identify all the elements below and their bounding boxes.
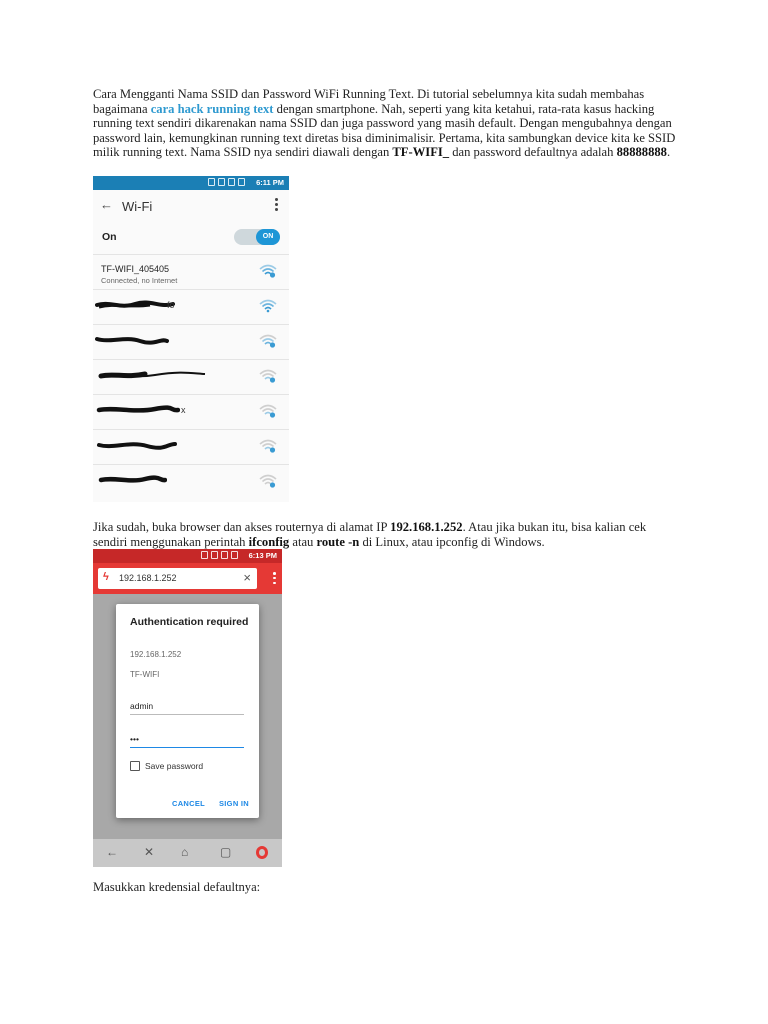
command-route: route -n	[316, 534, 360, 549]
status-bar	[93, 176, 289, 190]
credentials-paragraph: Masukkan kredensial defaultnya:	[93, 880, 261, 894]
wifi-toggle[interactable]	[234, 229, 280, 245]
password-input[interactable]	[130, 730, 244, 748]
redacted-scribble	[95, 405, 180, 415]
battery-icon	[238, 178, 245, 186]
address-bar	[93, 563, 282, 594]
wifi-locked-icon	[259, 334, 277, 348]
network-item[interactable]	[93, 464, 289, 499]
router-text-a: Jika sudah, buka browser dan akses routernya di alamat IP	[93, 520, 391, 534]
router-access-paragraph	[93, 520, 678, 549]
wifi-locked-icon	[259, 369, 277, 383]
close-tab-icon[interactable]: ✕	[144, 845, 155, 859]
network-name: TF-WIFI_405405	[101, 264, 170, 274]
intro-paragraph	[93, 87, 678, 160]
network-item[interactable]	[93, 289, 289, 324]
router-ip: 192.168.1.252	[390, 520, 463, 534]
command-ifconfig: ifconfig	[248, 534, 290, 549]
speed-dial-icon: ϟ	[103, 571, 109, 583]
dialog-host: 192.168.1.252	[130, 650, 182, 659]
save-password-checkbox[interactable]	[130, 761, 140, 771]
sign-in-button[interactable]: SIGN IN	[219, 799, 250, 808]
network-item[interactable]	[93, 394, 289, 429]
wifi-open-icon	[259, 299, 277, 313]
network-item[interactable]	[93, 359, 289, 394]
redacted-scribble	[95, 300, 175, 310]
more-options-icon[interactable]	[275, 198, 278, 211]
vibrate-icon	[201, 551, 208, 559]
dialog-title: Authentication required	[130, 616, 249, 628]
tabs-icon[interactable]: ▢	[220, 845, 232, 859]
router-text-d: di Linux, atau ipconfig di Windows.	[359, 534, 545, 549]
close-icon[interactable]: ×	[243, 570, 251, 585]
browser-screenshot	[93, 549, 282, 867]
intro-text-a: Cara Mengganti Nama SSID dan Password WiFi Running Text. Di tutorial sebelumnya kita sudah membahas bagaimana	[93, 87, 645, 116]
wifi-status-icon	[211, 551, 218, 559]
network-item[interactable]	[93, 429, 289, 464]
wifi-toggle-row[interactable]	[93, 224, 289, 252]
status-bar	[93, 549, 282, 563]
auth-dialog	[116, 604, 259, 818]
dialog-realm: TF-WIFI	[130, 670, 160, 679]
wifi-locked-icon	[259, 474, 277, 488]
ssid-prefix: TF-WIFI_	[392, 145, 450, 160]
network-item[interactable]	[93, 324, 289, 359]
wifi-screenshot	[93, 176, 289, 502]
redacted-scribble	[95, 370, 207, 380]
status-time: 6:11 PM	[256, 178, 284, 187]
status-icons	[201, 551, 238, 559]
wifi-locked-icon	[259, 439, 277, 453]
username-input[interactable]	[130, 697, 244, 715]
cancel-button[interactable]: CANCEL	[172, 799, 206, 808]
signal-icon	[221, 551, 228, 559]
wifi-toggle-label: On	[102, 231, 117, 243]
hack-running-text-link[interactable]: cara hack running text	[150, 101, 274, 116]
status-icons	[208, 178, 245, 186]
back-arrow-icon[interactable]: ←	[100, 197, 113, 212]
toggle-knob: ON	[256, 229, 280, 245]
redacted-tail: x	[181, 405, 186, 415]
redacted-scribble	[95, 440, 177, 450]
save-password-label: Save password	[145, 761, 204, 771]
home-icon[interactable]: ⌂	[181, 845, 189, 859]
router-text-b: . Atau jika bukan itu, bisa kalian cek sendiri menggunakan perintah	[93, 520, 647, 549]
wifi-title: Wi-Fi	[122, 199, 153, 214]
network-item-connected[interactable]	[93, 254, 289, 289]
redacted-scribble	[95, 475, 167, 485]
back-icon[interactable]: ←	[106, 845, 118, 859]
intro-text-b: dengan smartphone. Nah, seperti yang kita ketahui, rata-rata kasus hacking running text sendiri dikarenakan nama SSID dan juga password yang masih default. Dengan mengubahnya dengan password lain, kemungkinan running text diretas bisa diminimalisir. Pertama, kita sambungkan device kita ke SSID milik running text. Nama SSID nya sendiri diawali dengan	[93, 101, 676, 160]
battery-icon	[231, 551, 238, 559]
network-status: Connected, no Internet	[101, 276, 178, 285]
intro-text-c: dan password defaultnya adalah	[449, 145, 617, 160]
wifi-locked-icon	[259, 404, 277, 418]
browser-nav-bar	[93, 839, 282, 867]
redacted-scribble	[95, 335, 170, 345]
url-box[interactable]	[98, 568, 257, 589]
status-time: 6:13 PM	[248, 551, 277, 560]
url-text[interactable]: 192.168.1.252	[119, 573, 177, 583]
signal-icon	[228, 178, 235, 186]
wifi-locked-icon	[259, 264, 277, 278]
vibrate-icon	[208, 178, 215, 186]
default-password: 88888888	[616, 145, 667, 160]
opera-menu-icon[interactable]	[256, 846, 268, 859]
wifi-header	[93, 190, 289, 220]
router-text-c: atau	[289, 534, 317, 549]
wifi-status-icon	[218, 178, 225, 186]
intro-text-d: .	[666, 145, 671, 160]
redacted-tail: fo	[167, 300, 175, 310]
more-options-icon[interactable]	[273, 572, 276, 584]
